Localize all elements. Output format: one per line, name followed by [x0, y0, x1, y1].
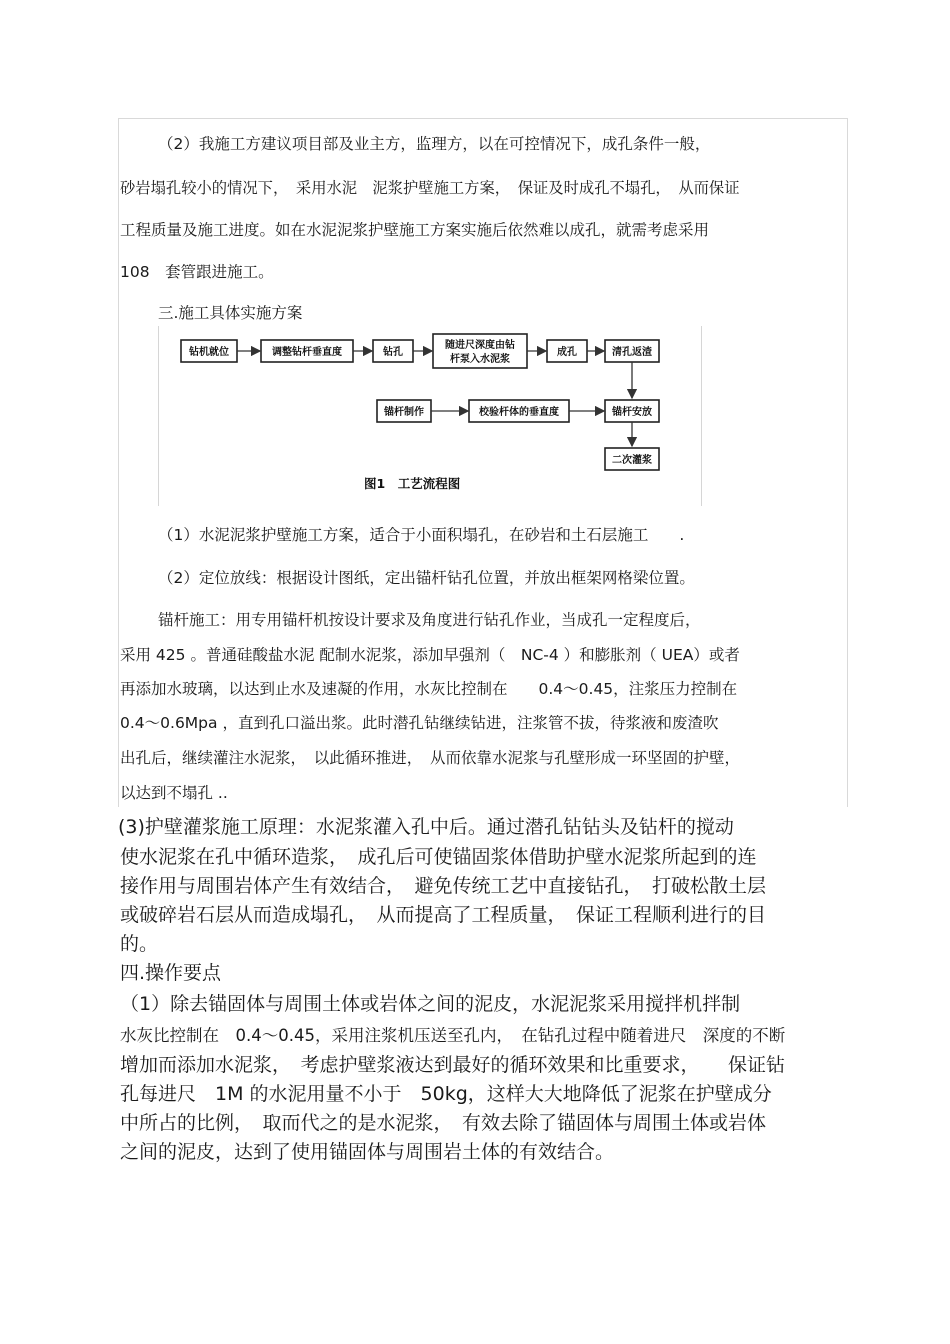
- step-label: 钻机就位: [189, 347, 229, 358]
- step-label: 二次灌浆: [612, 455, 652, 466]
- paragraph-line: 的。: [120, 933, 159, 955]
- process-flowchart: [158, 326, 702, 506]
- paragraph-line: 锚杆施工：用专用锚杆机按设计要求及角度进行钻孔作业，当成孔一定程度后，: [158, 611, 701, 629]
- paragraph-line: （1）除去锚固体与周围土体或岩体之间的泥皮，水泥泥浆采用搅拌机拌制: [120, 993, 741, 1015]
- paragraph-line: 108 套管跟进施工。: [120, 263, 274, 281]
- step-label: 校验杆体的垂直度: [479, 407, 559, 418]
- figure-caption: 图1 工艺流程图: [364, 476, 461, 491]
- paragraph-line: 水灰比控制在 0.4～0.45，采用注浆机压送至孔内， 在钻孔过程中随着进尺 深度的不断: [120, 1026, 786, 1045]
- section-heading: 三.施工具体实施方案: [158, 304, 303, 322]
- paragraph-line: 工程质量及施工进度。如在水泥泥浆护壁施工方案实施后依然难以成孔，就需考虑采用: [120, 221, 710, 239]
- paragraph-line: 或破碎岩石层从而造成塌孔， 从而提高了工程质量， 保证工程顺利进行的目: [120, 904, 767, 926]
- paragraph-line: 之间的泥皮，达到了使用锚固体与周围岩土体的有效结合。: [120, 1141, 615, 1163]
- step-label: 调整钻杆垂直度: [272, 347, 342, 358]
- flowchart-svg: [159, 326, 701, 506]
- step-label: 清孔返渣: [612, 347, 652, 358]
- paragraph-line: （2）我施工方建议项目部及业主方，监理方，以在可控情况下，成孔条件一般，: [158, 135, 711, 153]
- step-label: 钻孔: [383, 347, 403, 358]
- paragraph-line: 出孔后，继续灌注水泥浆， 以此循环推进， 从而依靠水泥浆与孔壁形成一环坚固的护壁，: [120, 749, 741, 767]
- step-label: 成孔: [557, 347, 577, 358]
- step-label: 锚杆安放: [612, 407, 652, 418]
- paragraph-line: （1）水泥泥浆护壁施工方案，适合于小面积塌孔，在砂岩和土石层施工 .: [158, 526, 685, 544]
- paragraph-line: 使水泥浆在孔中循环造浆， 成孔后可使锚固浆体借助护壁水泥浆所起到的连: [120, 846, 757, 868]
- paragraph-line: 再添加水玻璃，以达到止水及速凝的作用，水灰比控制在 0.4～0.45，注浆压力控制在: [120, 680, 738, 698]
- paragraph-line: 采用 425 。普通硅酸盐水泥 配制水泥浆，添加早强剂（ NC-4 ）和膨胀剂（ UEA）或者: [120, 646, 740, 664]
- paragraph-line: 0.4～0.6Mpa ，直到孔口溢出浆。此时潜孔钻继续钻进，注浆管不拔，待浆液和废渣吹: [120, 714, 719, 732]
- section-heading: 四.操作要点: [120, 962, 222, 984]
- paragraph-line: 以达到不塌孔 ..: [120, 784, 228, 802]
- step-label: 杆泵入水泥浆: [450, 354, 510, 365]
- paragraph-line: (3)护壁灌浆施工原理：水泥浆灌入孔中后。通过潜孔钻钻头及钻杆的搅动: [118, 816, 734, 838]
- step-label: 随进尺深度由钻: [445, 340, 515, 351]
- paragraph-line: 增加而添加水泥浆， 考虑护壁浆液达到最好的循环效果和比重要求， 保证钻: [120, 1054, 786, 1076]
- paragraph-line: 接作用与周围岩体产生有效结合， 避免传统工艺中直接钻孔， 打破松散土层: [120, 875, 767, 897]
- paragraph-line: 砂岩塌孔较小的情况下， 采用水泥 泥浆护壁施工方案， 保证及时成孔不塌孔， 从而保证: [120, 179, 740, 197]
- paragraph-line: 中所占的比例， 取而代之的是水泥浆， 有效去除了锚固体与周围土体或岩体: [120, 1112, 767, 1134]
- paragraph-line: （2）定位放线：根据设计图纸，定出锚杆钻孔位置，并放出框架网格梁位置。: [158, 569, 695, 587]
- step-label: 锚杆制作: [384, 407, 424, 418]
- paragraph-line: 孔每进尺 1M 的水泥用量不小于 50kg，这样大大地降低了泥浆在护壁成分: [120, 1083, 772, 1105]
